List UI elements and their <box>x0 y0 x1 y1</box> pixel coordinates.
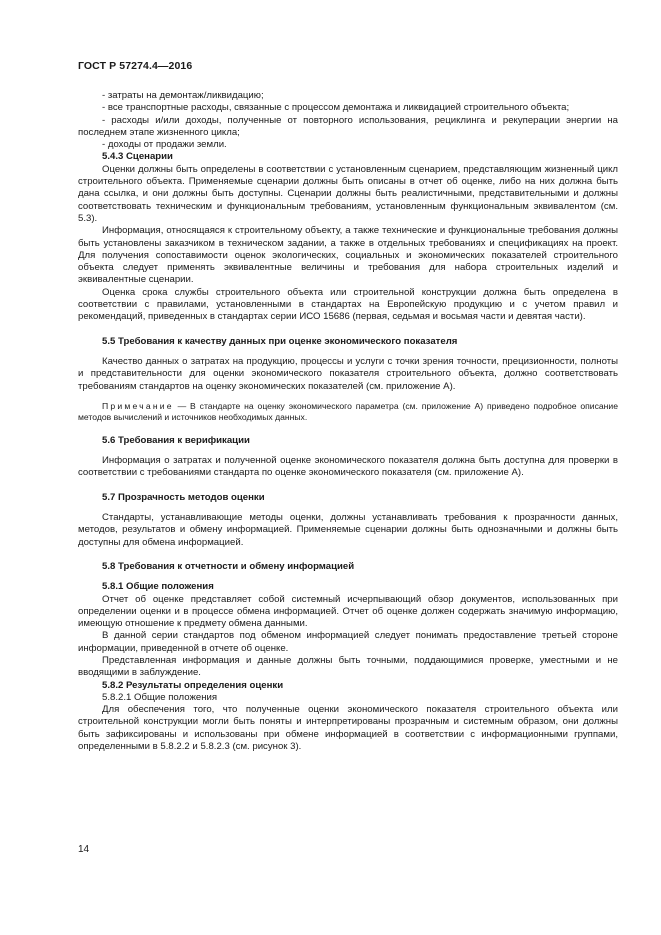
note <box>78 401 618 423</box>
paragraph: Для обеспечения того, что полученные оценки экономического показателя строительного объекта или строительной конструкции могли быть поняты и интерпретированы прозрачным и системным образом, они должны быть зафиксированы и использованы при обмене информацией в соответствии с информационными группами, определенными в 5.8.2.2 и 5.8.2.3 (см. рисунок 3). <box>78 704 618 753</box>
list-item: - затраты на демонтаж/ликвидацию; <box>102 90 264 101</box>
paragraph: Стандарты, устанавливающие методы оценки, должны устанавливать требования к прозрачности данных, методов, результатов и обмену информацией. Применяемые сценарии должны быть однозначными и должны быть доступны для обмена информацией. <box>78 512 618 548</box>
paragraph: Информация о затратах и полученной оценке экономического показателя должна быть доступна для проверки в соответствии с требованиями стандарта по оценке экономического показателя (см. приложение А). <box>78 455 618 479</box>
note-label: Примечание <box>102 400 174 411</box>
section-heading-5-8-2: 5.8.2 Результаты определения оценки <box>102 679 284 691</box>
document-header: ГОСТ Р 57274.4—2016 <box>78 60 193 72</box>
list-item: - все транспортные расходы, связанные с процессом демонтажа и ликвидацией строительного объекта; <box>102 102 570 114</box>
section-heading-5-7: 5.7 Прозрачность методов оценки <box>102 491 265 503</box>
document-body <box>78 90 618 753</box>
list-item: - доходы от продажи земли. <box>102 139 227 151</box>
section-heading-5-8: 5.8 Требования к отчетности и обмену информацией <box>102 560 355 572</box>
section-heading-5-8-1: 5.8.1 Общие положения <box>102 581 214 593</box>
paragraph: В данной серии стандартов под обменом информацией следует понимать предоставление третьей стороне информации, приведенной в отчете об оценке. <box>78 630 618 654</box>
section-heading-5-5: 5.5 Требования к качеству данных при оценке экономического показателя <box>102 335 458 347</box>
paragraph: Отчет об оценке представляет собой системный исчерпывающий обзор документов, использованных при определении оценки и в процессе обмена информацией. Отчет об оценке должен содержать значимую информацию, имеющую отношение к предмету обмена данными. <box>78 593 618 630</box>
list-item: - расходы и/или доходы, полученные от повторного использования, рециклинга и рекуперации энергии на последнем этапе жизненного цикла; <box>78 114 618 138</box>
section-heading-5-4-3: 5.4.3 Сценарии <box>102 151 173 163</box>
note-text: — В стандарте на оценку экономического параметра (см. приложение А) приведено подробное описание методов вычислений и источников необходимых данных. <box>78 400 618 422</box>
paragraph: Оценки должны быть определены в соответствии с установленным сценарием, представляющим жизненный цикл строительного объекта. Применяемые сценарии должны быть описаны в отчет об оценке, либо на них должна быть дана ссылка, и они должны быть доступны. Сценарии должны быть реалистичными, представительными и должны соответствовать техническим и функциональным требованиям, установленным функциональным эквивалентом (см. 5.3). <box>78 163 618 224</box>
subsection-title-5-8-2-1: 5.8.2.1 Общие положения <box>102 691 218 703</box>
paragraph: Информация, относящаяся к строительному объекту, а также технические и функциональные требования должны быть установлены заказчиком в техническом задании, а также в отдельных требованиях и спецификациях на проект. Для получения сопоставимости оценок экологических, социальных и экономических показателей строительного объекта следует применять эквивалентные величины и требования для набора строительных изделий и эквивалентные сценарии. <box>78 225 618 286</box>
section-heading-5-6: 5.6 Требования к верификации <box>102 434 250 446</box>
paragraph: Представленная информация и данные должны быть точными, поддающимися проверке, уместными и не вводящими в заблуждение. <box>78 654 618 679</box>
paragraph: Качество данных о затратах на продукцию, процессы и услуги с точки зрения точности, прецизионности, полноты и представительности для оценки экономического показателя строительного объекта, должно соответствовать требованиям стандартов на оценку экономических показателей (см. приложение А). <box>78 355 618 392</box>
paragraph: Оценка срока службы строительного объекта или строительной конструкции должна быть определена в соответствии с правилами, установленными в стандартах на Европейскую продукцию и с учетом правил и рекомендаций, приведенных в стандартах серии ИСО 15686 (первая, седьмая и восьмая части и девятая части). <box>78 286 618 323</box>
page-number: 14 <box>78 844 90 855</box>
